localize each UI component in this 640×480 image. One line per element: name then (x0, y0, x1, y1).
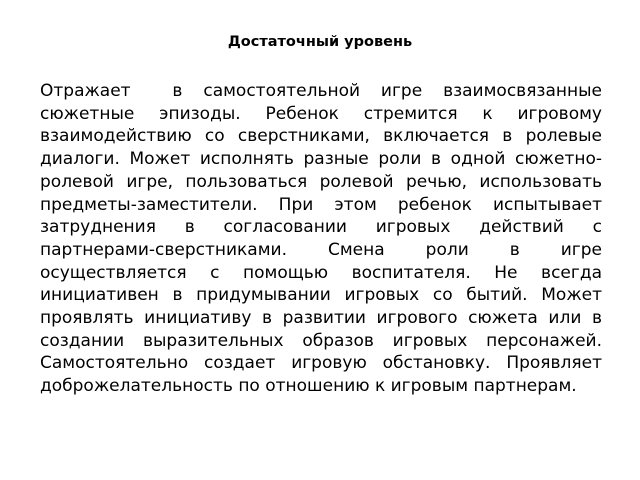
body-paragraph: Отражает в самостоятельной игре взаимосвязанные сюжетные эпизоды. Ребенок стремится к игровому взаимодействию со сверстниками, включается в ролевые диалоги. Может исполнять разные роли в одной сюжетно-ролевой игре, пользоваться ролевой речью, использовать предметы-заместители. При этом ребенок испытывает затруднения в согласовании игровых действий с партнерами-сверстниками. Смена роли в игре осуществляется с помощью воспитателя. Не всегда инициативен в придумывании игровых со бытий. Может проявлять инициативу в развитии игрового сюжета или в создании выразительных образов игровых персонажей. Самостоятельно создает игровую обстановку. Проявляет доброжелательность по отношению к игровым партнерам. (40, 81, 608, 397)
heading: Достаточный уровень (227, 34, 413, 50)
